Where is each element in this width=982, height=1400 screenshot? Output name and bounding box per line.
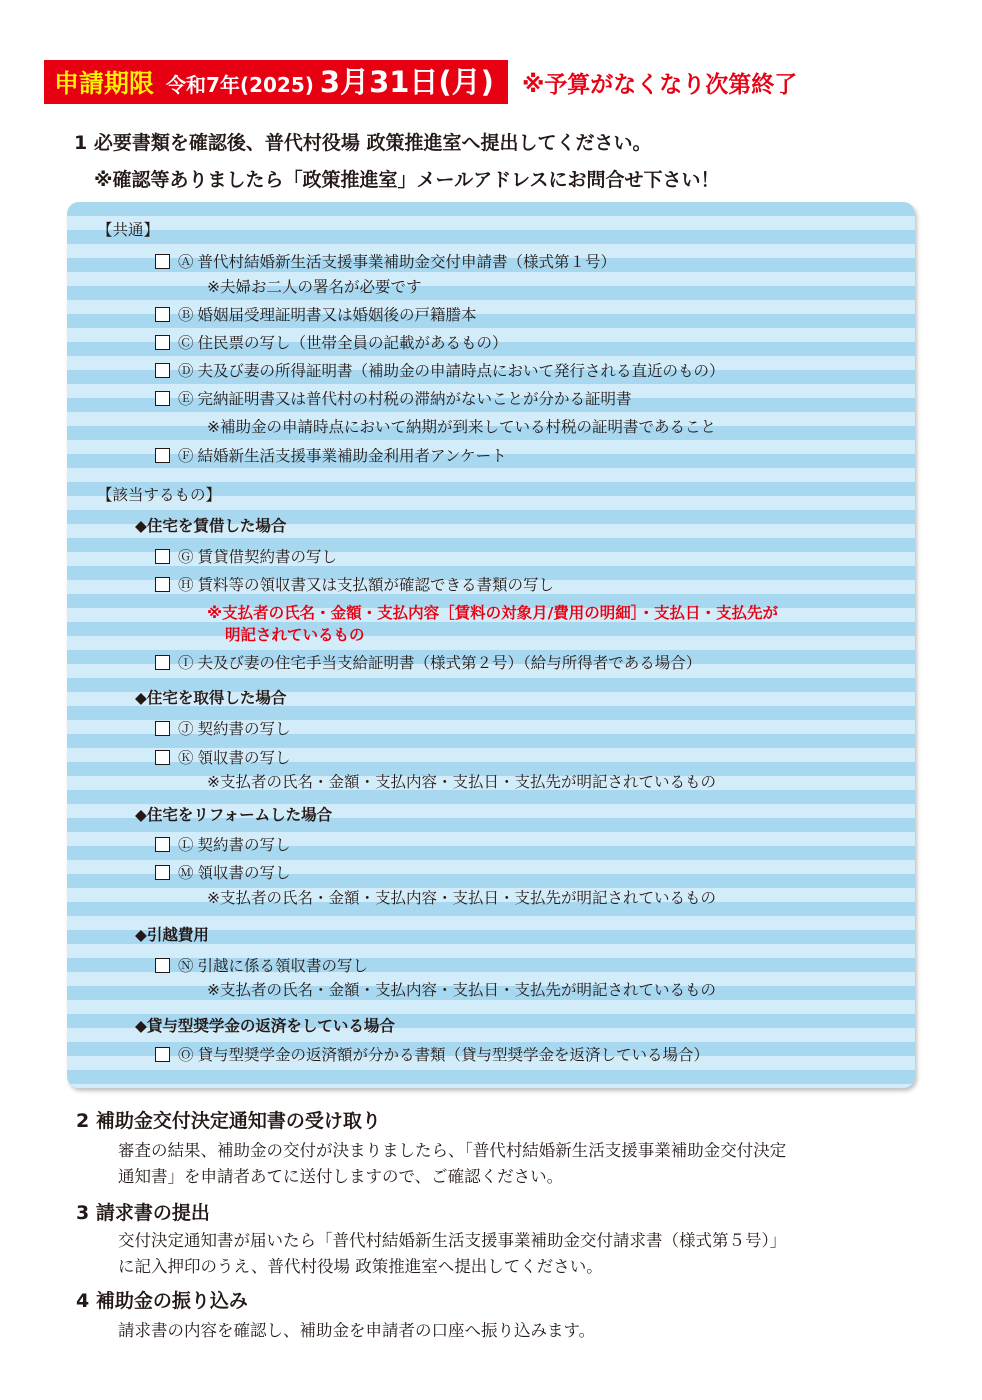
item-label: 住民票の写し（世帯全員の記載があるもの） (197, 334, 508, 352)
checklist-item-c (155, 333, 508, 353)
item-e-note: ※補助金の申請時点において納期が到来している村税の証明書であること (207, 418, 716, 436)
deadline-banner (44, 60, 797, 104)
circled-letter-icon: Ⓕ (178, 447, 194, 465)
checkbox[interactable] (155, 837, 170, 852)
item-n-note: ※支払者の氏名・金額・支払内容・支払日・支払先が明記されているもの (207, 981, 716, 999)
checkbox[interactable] (155, 655, 170, 670)
item-label: 契約書の写し (197, 836, 291, 854)
checkbox[interactable] (155, 448, 170, 463)
deadline-date: 3月31日(月) (319, 65, 494, 99)
deadline-era: 令和7年(2025) (166, 73, 314, 97)
checklist-item-o (155, 1045, 709, 1065)
checkbox[interactable] (155, 307, 170, 322)
item-label: 契約書の写し (197, 720, 291, 738)
checklist-item-j (155, 719, 291, 739)
circled-letter-icon: Ⓓ (178, 362, 194, 380)
circled-letter-icon: Ⓘ (178, 654, 194, 672)
item-label: 夫及び妻の住宅手当支給証明書（様式第２号）（給与所得者である場合） (197, 654, 702, 672)
step-2-title: 2 補助金交付決定通知書の受け取り (76, 1110, 381, 1132)
circled-letter-icon: Ⓞ (178, 1046, 194, 1064)
checklist-item-l (155, 835, 291, 855)
circled-letter-icon: Ⓜ (178, 864, 194, 882)
circled-letter-icon: Ⓚ (178, 749, 194, 767)
checklist-item-k (155, 748, 291, 768)
reform-header: ◆住宅をリフォームした場合 (135, 806, 333, 824)
intro (74, 128, 720, 192)
step-4-title: 4 補助金の振り込み (76, 1290, 248, 1312)
checklist-item-b (155, 305, 477, 325)
item-label: 賃貸借契約書の写し (197, 548, 338, 566)
item-label: 結婚新生活支援事業補助金利用者アンケート (197, 447, 507, 465)
item-label: 夫及び妻の所得証明書（補助金の申請時点において発行される直近のもの） (197, 362, 725, 380)
checkbox[interactable] (155, 958, 170, 973)
checklist-item-m (155, 863, 291, 883)
rent-header: ◆住宅を賃借した場合 (135, 517, 287, 535)
circled-letter-icon: Ⓔ (178, 390, 194, 408)
checklist-item-a (155, 252, 616, 272)
circled-letter-icon: Ⓙ (178, 720, 194, 738)
checkbox[interactable] (155, 721, 170, 736)
circled-letter-icon: Ⓑ (178, 306, 194, 324)
circled-letter-icon: Ⓝ (178, 957, 194, 975)
circled-letter-icon: Ⓖ (178, 548, 194, 566)
checklist-item-g (155, 547, 337, 567)
circled-letter-icon: Ⓒ (178, 334, 194, 352)
checkbox[interactable] (155, 363, 170, 378)
item-label: 完納証明書又は普代村の村税の滞納がないことが分かる証明書 (197, 390, 632, 408)
checkbox[interactable] (155, 335, 170, 350)
checkbox[interactable] (155, 391, 170, 406)
checkbox[interactable] (155, 254, 170, 269)
item-label: 領収書の写し (197, 864, 291, 882)
checkbox[interactable] (155, 750, 170, 765)
item-h-note-1: ※支払者の氏名・金額・支払内容［賃料の対象月/費用の明細］・支払日・支払先が (207, 604, 778, 622)
checklist-item-e (155, 389, 632, 409)
step-2-body-2: 通知書」を申請者あてに送付しますので、ご確認ください。 (118, 1167, 564, 1186)
item-label: 普代村結婚新生活支援事業補助金交付申請書（様式第１号） (197, 253, 617, 271)
checkbox[interactable] (155, 865, 170, 880)
item-label: 貸与型奨学金の返済額が分かる書類（貸与型奨学金を返済している場合） (197, 1046, 710, 1064)
checklist-item-n (155, 956, 368, 976)
document-checklist (67, 202, 915, 1088)
item-label: 領収書の写し (197, 749, 291, 767)
common-header: 【共通】 (97, 221, 160, 239)
item-m-note: ※支払者の氏名・金額・支払内容・支払日・支払先が明記されているもの (207, 889, 716, 907)
budget-note: ※予算がなくなり次第終了 (521, 71, 798, 98)
circled-letter-icon: Ⓛ (178, 836, 194, 854)
checklist-item-f (155, 446, 507, 466)
item-label: 賃料等の領収書又は支払額が確認できる書類の写し (197, 576, 555, 594)
step-4-body-1: 請求書の内容を確認し、補助金を申請者の口座へ振り込みます。 (118, 1321, 596, 1340)
circled-letter-icon: Ⓗ (178, 576, 194, 594)
applicable-header: 【該当するもの】 (97, 486, 222, 504)
checklist-item-h (155, 575, 554, 595)
item-label: 引越に係る領収書の写し (197, 957, 369, 975)
checkbox[interactable] (155, 1047, 170, 1062)
step-1-title: 1 必要書類を確認後、普代村役場 政策推進室へ提出してください。 (74, 132, 652, 154)
step-3-body-2: に記入押印のうえ、普代村役場 政策推進室へ提出してください。 (118, 1257, 603, 1276)
step-3-title: 3 請求書の提出 (76, 1202, 210, 1224)
loan-header: ◆貸与型奨学金の返済をしている場合 (135, 1017, 395, 1035)
item-label: 婚姻届受理証明書又は婚姻後の戸籍謄本 (197, 306, 477, 324)
checkbox[interactable] (155, 577, 170, 592)
item-h-note-2: 明記されているもの (225, 626, 365, 644)
circled-letter-icon: Ⓐ (178, 253, 194, 271)
checkbox[interactable] (155, 549, 170, 564)
deadline-box (44, 60, 508, 104)
contact-note: ※確認等ありましたら「政策推進室」メールアドレスにお問合せ下さい！ (94, 169, 720, 191)
deadline-label: 申請期限 (54, 69, 155, 98)
moving-header: ◆引越費用 (135, 926, 209, 944)
item-k-note: ※支払者の氏名・金額・支払内容・支払日・支払先が明記されているもの (207, 773, 716, 791)
item-a-note: ※夫婦お二人の署名が必要です (207, 278, 422, 296)
checklist-item-d (155, 361, 725, 381)
step-3-body-1: 交付決定通知書が届いたら「普代村結婚新生活支援事業補助金交付請求書（様式第５号）」 (118, 1231, 787, 1250)
checklist-item-i (155, 653, 701, 673)
step-2-body-1: 審査の結果、補助金の交付が決まりましたら、「普代村結婚新生活支援事業補助金交付決定 (118, 1141, 787, 1160)
acquire-header: ◆住宅を取得した場合 (135, 689, 287, 707)
